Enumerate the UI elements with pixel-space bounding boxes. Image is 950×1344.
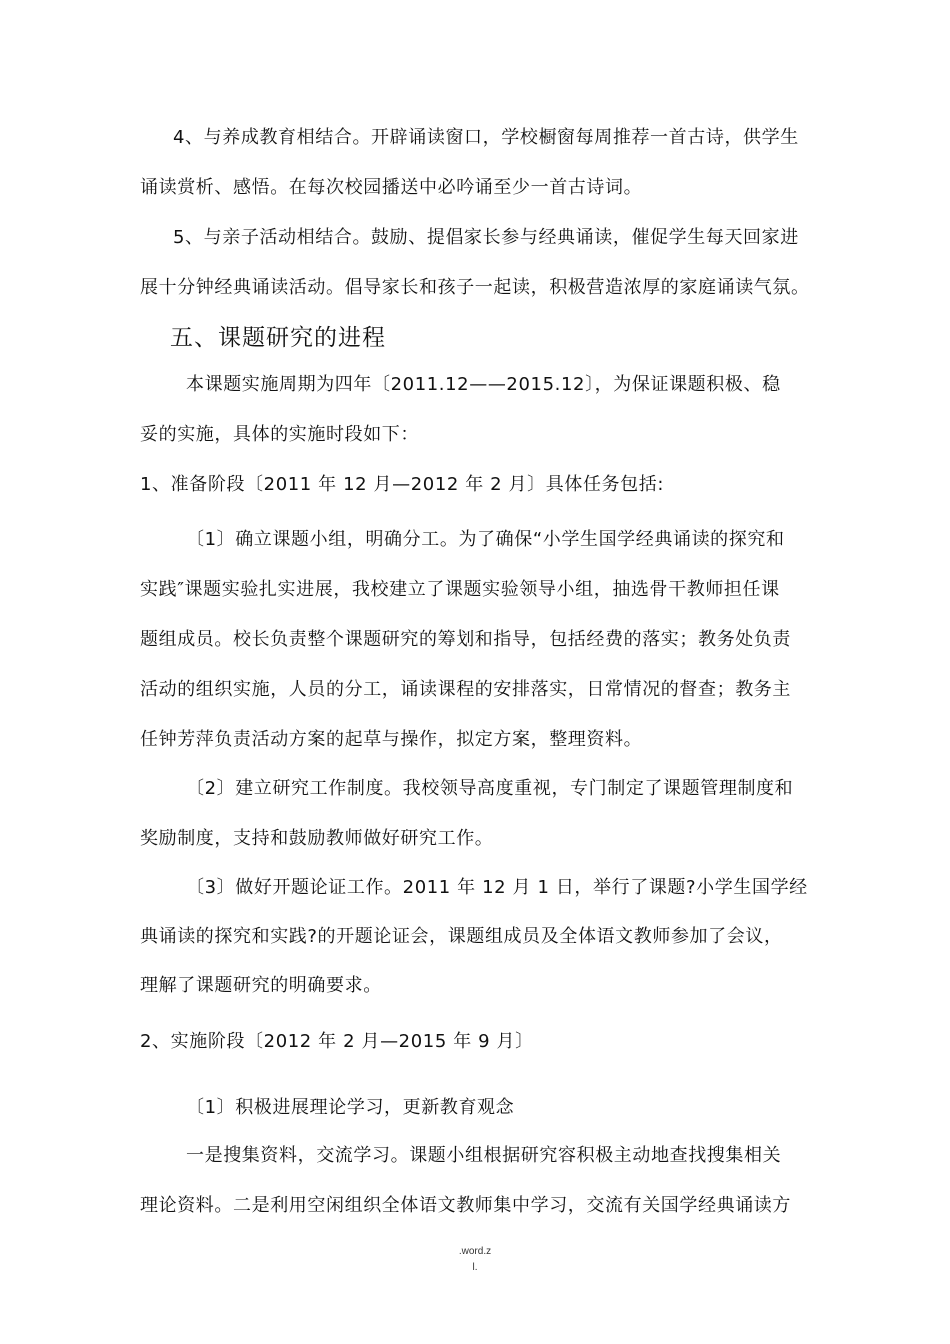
paragraph-line: 〔3〕做好开题论证工作。2011 年 12 月 1 日，举行了课题?小学生国学经	[186, 877, 808, 898]
paragraph-line: 2、实施阶段〔2012 年 2 月—2015 年 9 月〕	[140, 1031, 534, 1052]
paragraph-line: 任钟芳萍负责活动方案的起草与操作，拟定方案，整理资料。	[140, 729, 643, 750]
page-footer: l.	[472, 1262, 478, 1273]
paragraph-line: 典诵读的探究和实践?的开题论证会，课题组成员及全体语文教师参加了会议，	[140, 926, 783, 947]
paragraph-line: 理论资料。二是利用空闲组织全体语文教师集中学习，交流有关国学经典诵读方	[140, 1195, 791, 1216]
paragraph-line: 题组成员。校长负责整个课题研究的筹划和指导，包括经费的落实；教务处负责	[140, 629, 791, 650]
paragraph-line: 展十分钟经典诵读活动。倡导家长和孩子一起读，积极营造浓厚的家庭诵读气氛。	[140, 277, 810, 298]
paragraph-line: 〔2〕建立研究工作制度。我校领导高度重视，专门制定了课题管理制度和	[186, 778, 794, 799]
paragraph-line: 4、与养成教育相结合。开辟诵读窗口，学校橱窗每周推荐一首古诗，供学生	[173, 127, 799, 148]
paragraph-line: 诵读赏析、感悟。在每次校园播送中必吟诵至少一首古诗词。	[140, 177, 643, 198]
paragraph-line: 实践″课题实验扎实进展，我校建立了课题实验领导小组，抽选骨干教师担任课	[140, 579, 780, 600]
paragraph-line: 理解了课题研究的明确要求。	[140, 975, 382, 996]
paragraph-line: 本课题实施周期为四年〔2011.12——2015.12〕，为保证课题积极、稳	[186, 374, 781, 395]
section-heading: 五、课题研究的进程	[170, 325, 386, 351]
paragraph-line: 妥的实施，具体的实施时段如下：	[140, 424, 419, 445]
paragraph-line: 活动的组织实施，人员的分工，诵读课程的安排落实，日常情况的督查；教务主	[140, 679, 791, 700]
paragraph-line: 1、准备阶段〔2011 年 12 月—2012 年 2 月〕具体任务包括:	[140, 474, 665, 495]
paragraph-line: 奖励制度，支持和鼓励教师做好研究工作。	[140, 828, 494, 849]
paragraph-line: 〔1〕确立课题小组，明确分工。为了确保“小学生国学经典诵读的探究和	[186, 529, 785, 550]
paragraph-line: 〔1〕积极进展理论学习，更新教育观念	[186, 1097, 515, 1118]
paragraph-line: 5、与亲子活动相结合。鼓励、提倡家长参与经典诵读，催促学生每天回家进	[173, 227, 799, 248]
paragraph-line: 一是搜集资料，交流学习。课题小组根据研究容积极主动地查找搜集相关	[186, 1145, 782, 1166]
page-footer: .word.z	[458, 1246, 492, 1257]
